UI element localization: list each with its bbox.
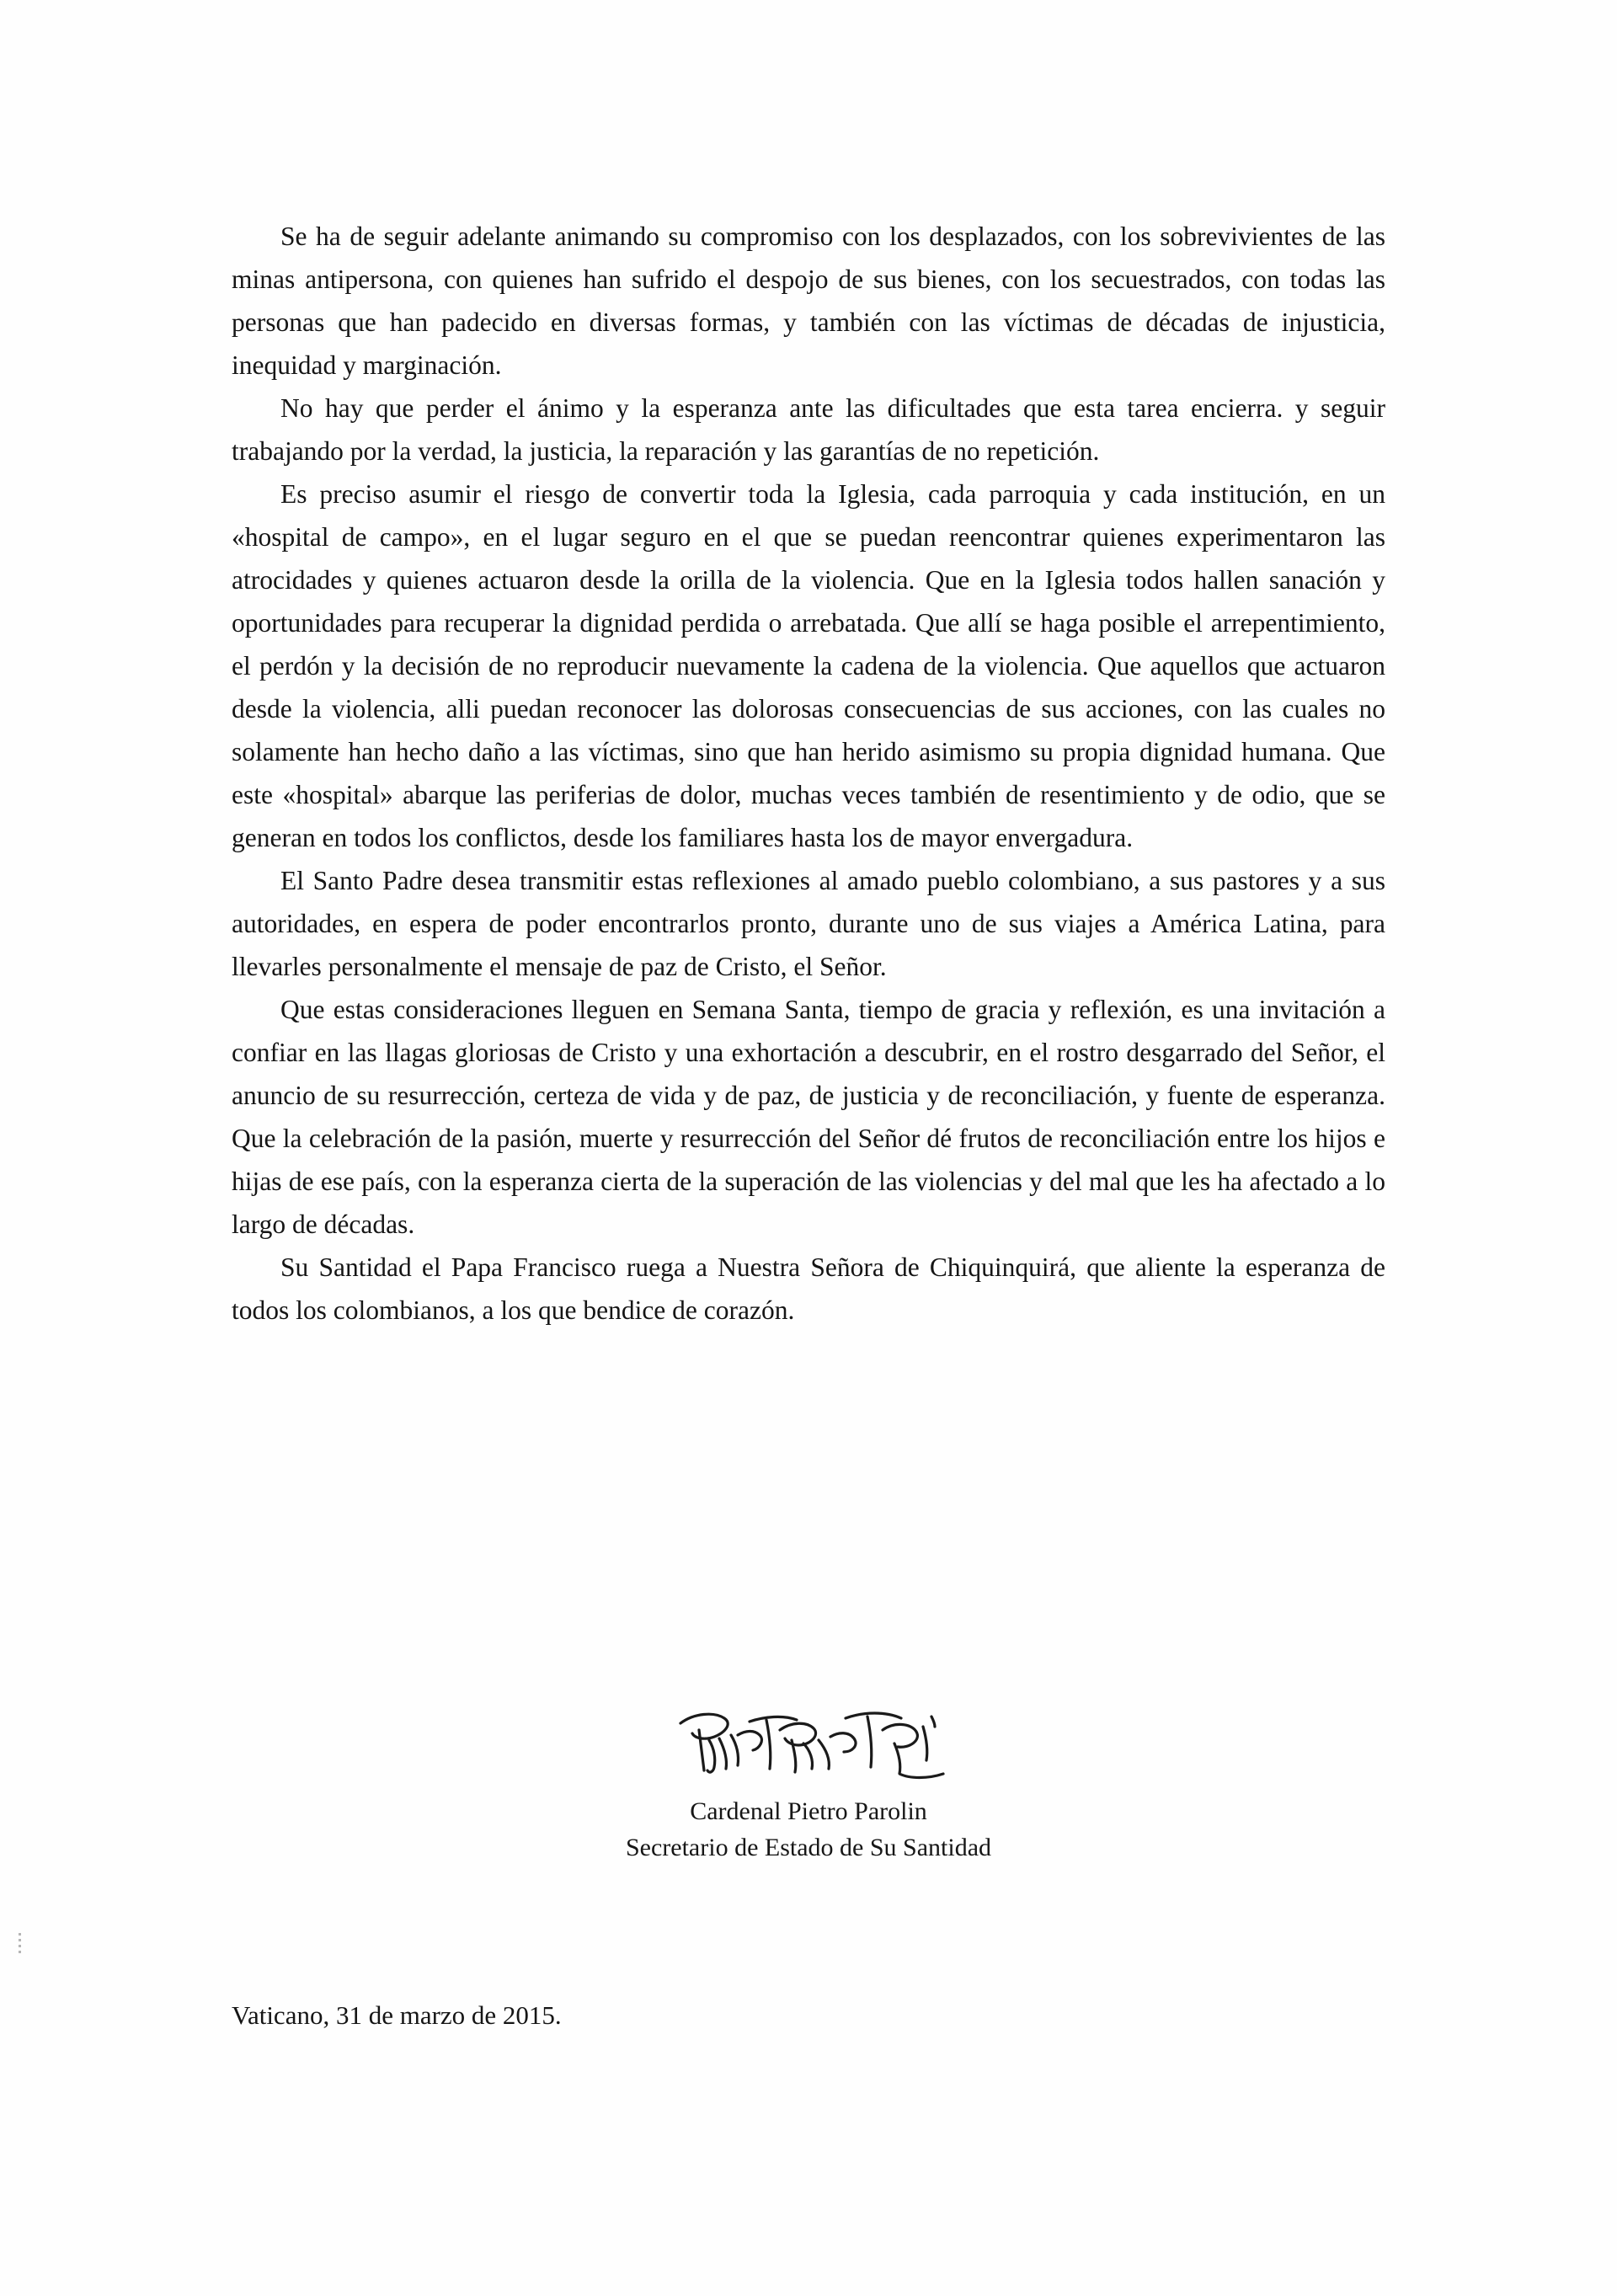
paragraph: Su Santidad el Papa Francisco ruega a Nuestra Señora de Chiquinquirá, que aliente la esperanza de todos los colombianos, a los que bendice de corazón. [232,1252,1385,1326]
signatory-name: Cardenal Pietro Parolin [690,1797,927,1825]
page-edge-mark [19,1933,21,1955]
paragraph: Es preciso asumir el riesgo de convertir toda la Iglesia, cada parroquia y cada institución, en un «hospital de campo», en el lugar seguro en el que se puedan reencontrar quienes experimentaron las atrocidades y quienes actuaron desde la orilla de la violencia. Que en la Iglesia todos hallen sanación y oportunidades para recuperar la dignidad perdida o arrebatada. Que allí se haga posible el arrepentimiento, el perdón y la decisión de no reproducir nuevamente la cadena de la violencia. Que aquellos que actuaron desde la violencia, alli puedan reconocer las dolorosas consecuencias de sus acciones, con las cuales no solamente han hecho daño a las víctimas, sino que han herido asimismo su propia dignidad humana. Que este «hospital» abarque las periferias de dolor, muchas veces también de resentimiento y de odio, que se generan en todos los conflictos, desde los familiares hasta los de mayor envergadura. [232,479,1385,853]
signature-block [232,1701,1385,1866]
paragraph: Se ha de seguir adelante animando su compromiso con los desplazados, con los sobrevivientes de las minas antipersona, con quienes han sufrido el despojo de sus bienes, con los secuestrados, con todas las personas que han padecido en diversas formas, y también con las víctimas de décadas de injusticia, inequidad y marginación. [232,222,1385,381]
place-and-date: Vaticano, 31 de marzo de 2015. [232,2000,562,2030]
signatory-title: Secretario de Estado de Su Santidad [625,1833,992,1861]
paragraph: El Santo Padre desea transmitir estas reflexiones al amado pueblo colombiano, a sus pastores y a sus autoridades, en espera de poder encontrarlos pronto, durante uno de sus viajes a América Latina, para llevarles personalmente el mensaje de paz de Cristo, el Señor. [232,866,1385,982]
paragraph: No hay que perder el ánimo y la esperanza ante las dificultades que esta tarea encierra. y seguir trabajando por la verdad, la justicia, la reparación y las garantías de no repetición. [232,393,1385,467]
letter-body [232,215,1385,1332]
paragraph: Que estas consideraciones lleguen en Semana Santa, tiempo de gracia y reflexión, es una invitación a confiar en las llagas gloriosas de Cristo y una exhortación a descubrir, en el rostro desgarrado del Señor, el anuncio de su resurrección, certeza de vida y de paz, de justicia y de reconciliación, y fuente de esperanza. Que la celebración de la pasión, muerte y resurrección del Señor dé frutos de reconciliación entre los hijos e hijas de ese país, con la esperanza cierta de la superación de las violencias y del mal que les ha afectado a lo largo de décadas. [232,995,1385,1240]
handwritten-signature-icon [257,1701,1411,1794]
